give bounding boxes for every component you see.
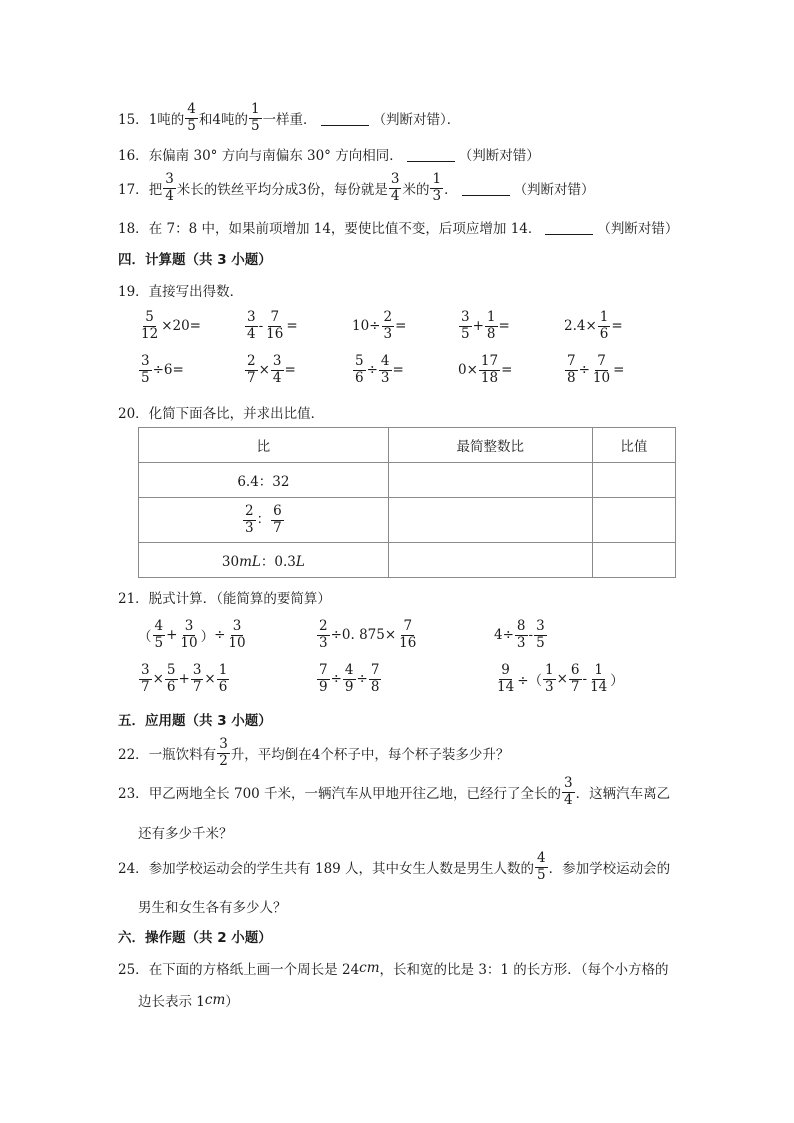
calc-item: $\frac{2}{7}$ × $\frac{3}{4}$ = bbox=[247, 353, 296, 386]
ratio-table bbox=[138, 427, 676, 578]
question-19-title: 19．直接写出得数． bbox=[118, 284, 244, 300]
fraction: $\frac{1}{3}$ bbox=[432, 171, 442, 204]
fraction: $\frac{4}{5}$ bbox=[187, 101, 196, 134]
calc-item: $\frac{7}{8}$ ÷ $\frac{7}{10}$ = bbox=[567, 353, 625, 386]
question-23-line2: 还有多少千米？ bbox=[138, 826, 233, 842]
question-25: 25． 在下面的方格纸上画一个周长是 24 cm ，长和宽的比是 3：1 的长方形．（每个小方格的 bbox=[118, 960, 669, 978]
question-24-line2: 男生和女生各有多少人？ bbox=[138, 900, 287, 916]
table-header: 最简整数比 bbox=[388, 428, 592, 463]
answer-blank[interactable] bbox=[407, 147, 455, 162]
fraction: $\frac{1}{5}$ bbox=[250, 101, 260, 134]
answer-cell[interactable] bbox=[388, 543, 592, 578]
table-cell: 6.4：32 bbox=[139, 463, 389, 498]
table-cell: $\frac{2}{3}$ ： $\frac{6}{7}$ bbox=[139, 498, 389, 543]
question-21-title: 21．脱式计算．（能简算的要简算） bbox=[118, 591, 331, 607]
table-header: 比值 bbox=[592, 428, 675, 463]
fraction: $\frac{3}{4}$ bbox=[564, 775, 573, 808]
question-25-line2: 边长表示 1 cm ） bbox=[138, 992, 239, 1010]
answer-cell[interactable] bbox=[592, 463, 675, 498]
fraction: $\frac{3}{4}$ bbox=[390, 171, 400, 204]
question-23: 23． 甲乙两地全长 700 千米，一辆汽车从甲地开往乙地，已经行了全长的 $\frac{3}{4}$ ．这辆汽车离乙 bbox=[118, 775, 671, 808]
question-16: 16． 东偏南 30° 方向与南偏东 30° 方向相同． （判断对错） bbox=[118, 148, 540, 164]
table-cell: 30mL：0.3L bbox=[139, 543, 389, 578]
question-17: 17． 把 $\frac{3}{4}$ 米长的铁丝平均分成3份，每份就是 $\frac{3}{4}$ 米的 $\frac{1}{3}$ ． （判断对错） bbox=[118, 171, 595, 204]
table-header: 比 bbox=[139, 428, 389, 463]
answer-cell[interactable] bbox=[388, 498, 592, 543]
calc-expression: （ $\frac{4}{5}$ + $\frac{3}{10}$ ） ÷ $\frac{3}{10}$ bbox=[138, 618, 246, 651]
answer-blank[interactable] bbox=[321, 111, 369, 126]
calc-item: 2.4× $\frac{1}{6}$ = bbox=[564, 309, 623, 342]
question-18: 18． 在 7：8 中，如果前项增加 14，要使比值不变，后项应增加 14． （判断对错） bbox=[118, 221, 679, 237]
question-20-title: 20．化简下面各比，并求出比值． bbox=[118, 406, 325, 422]
calc-expression: 4÷ $\frac{8}{3}$ - $\frac{3}{5}$ bbox=[494, 618, 545, 651]
calc-item: $\frac{3}{4}$ - $\frac{7}{16}$ = bbox=[247, 309, 298, 342]
calc-item: $\frac{5}{12}$ ×20= bbox=[141, 309, 201, 342]
calc-expression: $\frac{2}{3}$ ÷0. 875× $\frac{7}{16}$ bbox=[319, 618, 417, 651]
question-24: 24． 参加学校运动会的学生共有 189 人，其中女生人数是男生人数的 $\frac{4}{5}$ ．参加学校运动会的 bbox=[118, 850, 671, 883]
answer-blank[interactable] bbox=[545, 220, 593, 235]
answer-cell[interactable] bbox=[388, 463, 592, 498]
section-heading-6: 六．操作题（共 2 小题） bbox=[118, 930, 272, 946]
calc-item: 10÷ $\frac{2}{3}$ = bbox=[352, 309, 407, 342]
fraction: $\frac{4}{5}$ bbox=[537, 850, 546, 883]
calc-item: $\frac{3}{5}$ + $\frac{1}{8}$ = bbox=[461, 309, 510, 342]
calc-expression: $\frac{7}{9}$ ÷ $\frac{4}{9}$ ÷ $\frac{7}{8}$ bbox=[319, 662, 380, 695]
section-heading-4: 四．计算题（共 3 小题） bbox=[118, 252, 272, 268]
answer-cell[interactable] bbox=[592, 543, 675, 578]
calc-item: 0× $\frac{17}{18}$ = bbox=[458, 353, 513, 386]
question-15: 15． 1吨的 $\frac{4}{5}$ 和4吨的 $\frac{1}{5}$ 一样重． （判断对错）． bbox=[118, 101, 461, 134]
calc-item: $\frac{3}{5}$ ÷6= bbox=[141, 353, 184, 386]
calc-expression: $\frac{3}{7}$ × $\frac{5}{6}$ + $\frac{3}{7}$ × $\frac{1}{6}$ bbox=[141, 662, 228, 695]
answer-cell[interactable] bbox=[592, 498, 675, 543]
calc-item: $\frac{5}{6}$ ÷ $\frac{4}{3}$ = bbox=[355, 353, 404, 386]
question-22: 22． 一瓶饮料有 $\frac{3}{2}$ 升，平均倒在4个杯子中，每个杯子装多少升？ bbox=[118, 736, 510, 769]
fraction: $\frac{3}{2}$ bbox=[219, 736, 228, 769]
fraction: $\frac{3}{4}$ bbox=[165, 171, 174, 204]
calc-expression: $\frac{9}{14}$ ÷（ $\frac{1}{3}$ × $\frac{6}{7}$ - $\frac{1}{14}$ ） bbox=[497, 662, 624, 695]
answer-blank[interactable] bbox=[462, 181, 510, 196]
section-heading-5: 五．应用题（共 3 小题） bbox=[118, 713, 272, 729]
